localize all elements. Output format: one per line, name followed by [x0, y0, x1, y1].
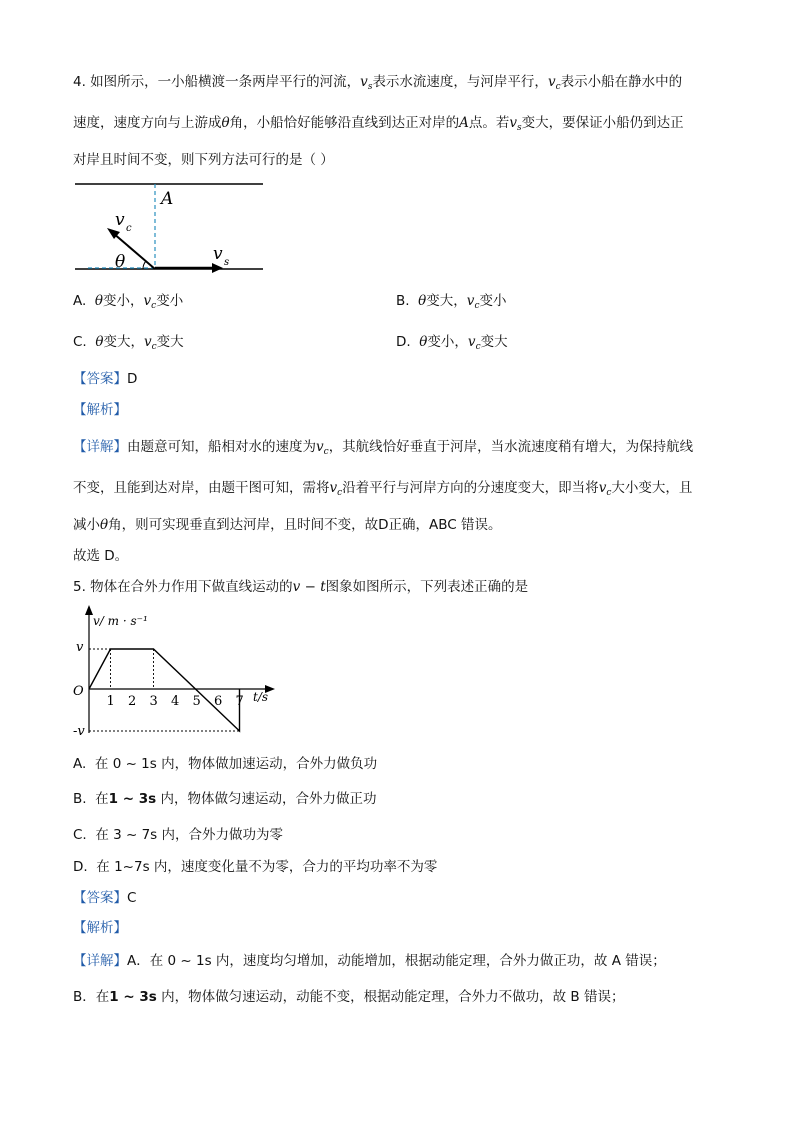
q5-option-a[interactable]: A. 在 0 ~ 1s 内，物体做加速运动，合外力做负功 [73, 756, 378, 772]
y-tick-v: v [76, 640, 84, 655]
label-vc: v [115, 210, 125, 230]
q4-conclusion: 故选 D。 [73, 548, 129, 564]
x-tick-label: 3 [149, 694, 158, 709]
y-axis-label: v/ m · s⁻¹ [93, 614, 148, 628]
label-vs-sub: s [224, 257, 230, 268]
q4-stem-line3: 对岸且时间不变，则下列方法可行的是（ ） [73, 152, 334, 168]
vt-series-line [89, 649, 240, 731]
label-vc-sub: c [126, 223, 132, 234]
x-tick-label: 6 [214, 694, 223, 709]
q5-option-b[interactable]: B. 在1 ~ 3s 内，物体做匀速运动，合外力做正功 [73, 791, 377, 807]
x-tick-label: 4 [171, 694, 180, 709]
x-axis-label: t/s [253, 690, 269, 704]
q5-vt-graph [73, 603, 283, 743]
q4-detail-line2: 不变，且能到达对岸，由题干图可知，需将$v_c$沿着平行与河岸方向的分速度变大，即当将$v_c$大小变大，且 [73, 480, 693, 498]
label-theta: θ [115, 252, 126, 272]
label-vs: v [213, 244, 223, 264]
q4-option-d[interactable]: D. θ变小，$v_c$变大 [396, 334, 508, 352]
y-tick-neg-v: -v [73, 724, 85, 739]
q5-detail-line1: 【详解】A．在 0 ~ 1s 内，速度均匀增加，动能增加，根据动能定理，合外力做正功，故 A 错误； [73, 953, 666, 969]
q4-detail-line1: 【详解】由题意可知，船相对水的速度为$v_c$，其航线恰好垂直于河岸，当水流速度稍有增大，为保持航线 [73, 439, 694, 457]
q5-answer: 【答案】C [73, 890, 137, 906]
origin-label: O [73, 684, 84, 699]
q4-river-figure [73, 175, 268, 277]
q4-option-a[interactable]: A. θ变小，$v_c$变小 [73, 293, 184, 311]
q4-detail-line3: 减小θ角，则可实现垂直到达河岸，且时间不变，故D正确，ABC 错误。 [73, 517, 502, 533]
vs-arrowhead [212, 263, 223, 273]
q5-option-d[interactable]: D. 在 1~7s 内，速度变化量不为零，合力的平均功率不为零 [73, 859, 438, 875]
x-tick-labels [107, 694, 244, 709]
x-tick-label: 7 [235, 694, 244, 709]
q4-stem-line2: 速度，速度方向与上游成θ角，小船恰好能够沿直线到达正对岸的A点。若$v_s$变大，要保证小船仍到达正 [73, 115, 684, 133]
q4-option-c[interactable]: C. θ变大，$v_c$变大 [73, 334, 184, 352]
q4-stem-line1: 4. 如图所示，一小船横渡一条两岸平行的河流，$v_s$表示水流速度，与河岸平行，$v_c$表示小船在静水中的 [73, 74, 683, 92]
label-point-a: A [161, 189, 174, 209]
q4-option-b[interactable]: B. θ变大，$v_c$变小 [396, 293, 507, 311]
y-axis-arrowhead [85, 605, 93, 615]
q5-analysis-tag: 【解析】 [73, 920, 127, 936]
x-tick-label: 1 [106, 694, 115, 709]
x-tick-label: 5 [192, 694, 201, 709]
q5-option-c[interactable]: C. 在 3 ~ 7s 内，合外力做功为零 [73, 827, 284, 843]
q5-detail-line2: B．在1 ~ 3s 内，物体做匀速运动，动能不变，根据动能定理，合外力不做功，故 B 错误； [73, 989, 625, 1005]
x-tick-label: 2 [128, 694, 137, 709]
q4-analysis-tag: 【解析】 [73, 402, 127, 418]
q5-stem: 5. 物体在合外力作用下做直线运动的v − t图象如图所示，下列表述正确的是 [73, 579, 529, 595]
q4-answer: 【答案】D [73, 371, 138, 387]
guide-lines [89, 649, 240, 731]
